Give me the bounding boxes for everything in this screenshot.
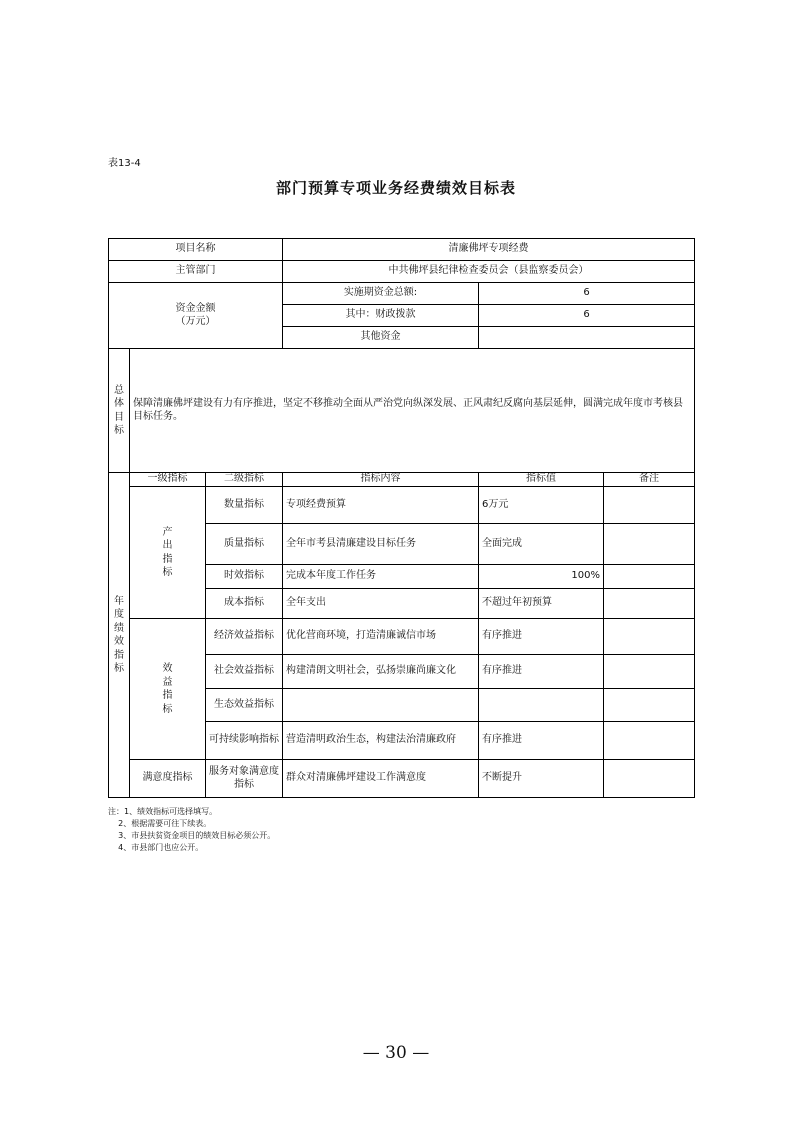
level2-cell: 成本指标 [206,589,283,619]
level2-cell: 服务对象满意度指标 [206,760,283,798]
footnotes [108,806,275,854]
remark-cell [604,487,695,524]
annual-indicator-label: 年 度 绩 效 指 标 [109,473,130,798]
value-cell: 不断提升 [479,760,604,798]
remark-cell [604,655,695,689]
footnote-line: 4、市县部门也应公开。 [108,843,204,852]
funds-fiscal-label: 其中：财政拨款 [283,305,479,327]
content-cell: 群众对清廉佛坪建设工作满意度 [283,760,479,798]
level2-cell: 质量指标 [206,524,283,565]
level2-cell: 时效指标 [206,565,283,589]
level2-cell: 可持续影响指标 [206,722,283,760]
content-cell: 全年市考县清廉建设目标任务 [283,524,479,565]
content-cell: 营造清明政治生态，构建法治清廉政府 [283,722,479,760]
funds-label: 资金金额 [175,303,216,314]
header-level2: 二级指标 [206,473,283,487]
value-cell: 不超过年初预算 [479,589,604,619]
funds-other-value [479,327,695,349]
remark-cell [604,619,695,655]
remark-cell [604,524,695,565]
level2-cell: 数量指标 [206,487,283,524]
value-cell [479,689,604,722]
value-cell: 有序推进 [479,722,604,760]
department-label: 主管部门 [109,261,283,283]
remark-cell [604,722,695,760]
performance-table [108,238,695,798]
footnote-line: 2、根据需要可往下续表。 [108,819,212,828]
remark-cell [604,689,695,722]
header-content: 指标内容 [283,473,479,487]
header-level1: 一级指标 [130,473,206,487]
value-cell: 有序推进 [479,655,604,689]
content-cell: 专项经费预算 [283,487,479,524]
table-row [109,760,695,798]
output-indicator-label: 产 出 指 标 [130,487,206,619]
value-cell: 全面完成 [479,524,604,565]
remark-cell [604,589,695,619]
header-value: 指标值 [479,473,604,487]
remark-cell [604,760,695,798]
overall-goal-label: 总 体 目 标 [109,349,130,473]
department-value: 中共佛坪县纪律检查委员会（县监察委员会） [283,261,695,283]
header-remark: 备注 [604,473,695,487]
footnote-line: 注：1、绩效指标可选择填写。 [108,807,218,816]
table-row [109,349,695,473]
table-row [109,261,695,283]
content-cell: 构建清朗文明社会，弘扬崇廉尚廉文化 [283,655,479,689]
document-title: 部门预算专项业务经费绩效目标表 [275,179,516,197]
benefit-indicator-label: 效 益 指 标 [130,619,206,760]
funds-total-label: 实施期资金总额: [283,283,479,305]
level2-cell: 社会效益指标 [206,655,283,689]
funds-other-label: 其他资金 [283,327,479,349]
table-code: 表13-4 [108,158,141,169]
project-name-value: 清廉佛坪专项经费 [283,239,695,261]
level2-cell: 经济效益指标 [206,619,283,655]
funds-label-cell [109,283,283,349]
funds-unit: （万元） [175,315,216,327]
page-number: — 30 — [362,1043,430,1063]
content-cell: 优化营商环境，打造清廉诚信市场 [283,619,479,655]
overall-goal-text: 保障清廉佛坪建设有力有序推进，坚定不移推动全面从严治党向纵深发展、正风肃纪反腐向基层延伸，圆满完成年度市考核县目标任务。 [130,349,695,473]
table-header-row [109,473,695,487]
value-cell: 有序推进 [479,619,604,655]
table-row [109,619,695,655]
satisfaction-label: 满意度指标 [130,760,206,798]
value-cell: 6万元 [479,487,604,524]
remark-cell [604,565,695,589]
table-row [109,239,695,261]
funds-total-value: 6 [479,283,695,305]
funds-fiscal-value: 6 [479,305,695,327]
content-cell: 全年支出 [283,589,479,619]
content-cell [283,689,479,722]
table-row [109,487,695,524]
content-cell: 完成本年度工作任务 [283,565,479,589]
project-name-label: 项目名称 [109,239,283,261]
footnote-line: 3、市县扶贫资金项目的绩效目标必须公开。 [108,831,276,840]
value-cell: 100% [479,565,604,589]
level2-cell: 生态效益指标 [206,689,283,722]
table-row [109,283,695,305]
